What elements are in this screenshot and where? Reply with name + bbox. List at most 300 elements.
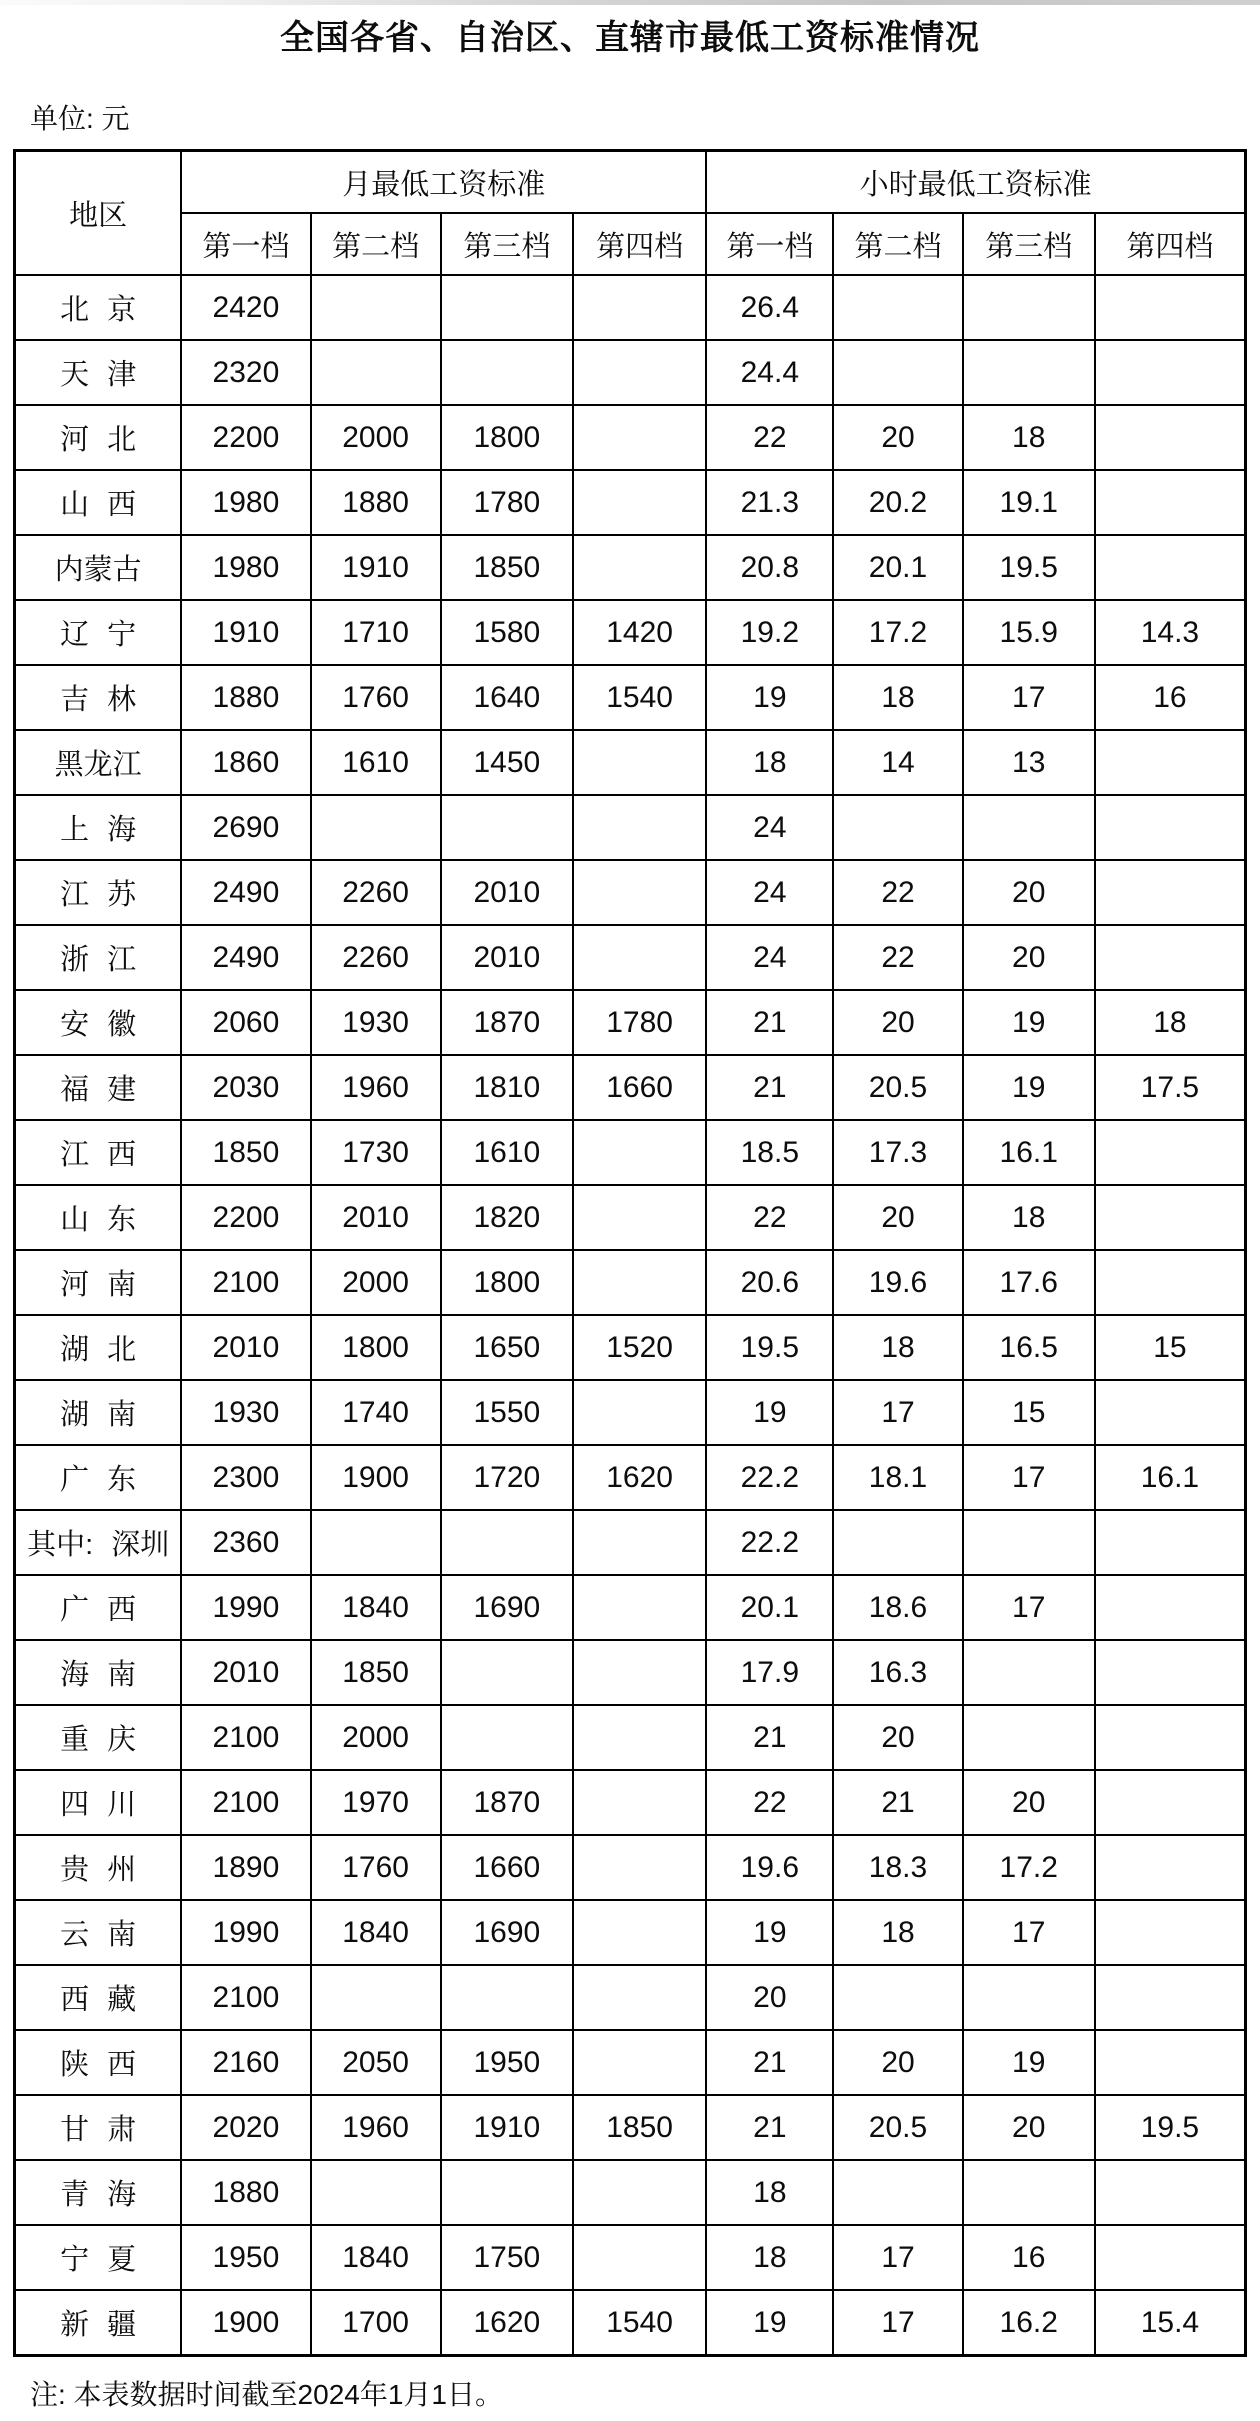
value-cell: 2420 — [181, 275, 310, 340]
value-cell — [1095, 535, 1246, 600]
value-cell: 1960 — [311, 2095, 441, 2160]
value-cell: 19 — [963, 1055, 1095, 1120]
table-row — [15, 2030, 1246, 2095]
value-cell: 19 — [706, 665, 833, 730]
value-cell: 2030 — [181, 1055, 310, 1120]
value-cell — [963, 1705, 1095, 1770]
region-cell: 湖 北 — [15, 1315, 182, 1380]
value-cell: 18.6 — [833, 1575, 962, 1640]
value-cell: 1420 — [573, 600, 706, 665]
table-row — [15, 1120, 1246, 1185]
value-cell — [441, 275, 573, 340]
value-cell — [573, 340, 706, 405]
value-cell: 16.5 — [963, 1315, 1095, 1380]
hourly-tier3-header: 第三档 — [963, 213, 1095, 275]
tier-header-row — [15, 213, 1246, 275]
value-cell — [1095, 470, 1246, 535]
value-cell: 1700 — [311, 2290, 441, 2356]
value-cell: 1540 — [573, 2290, 706, 2356]
value-cell — [441, 1510, 573, 1575]
table-row — [15, 1250, 1246, 1315]
table-row — [15, 275, 1246, 340]
value-cell: 18.3 — [833, 1835, 962, 1900]
value-cell — [573, 1250, 706, 1315]
value-cell: 19.5 — [963, 535, 1095, 600]
region-cell: 福 建 — [15, 1055, 182, 1120]
value-cell: 16.2 — [963, 2290, 1095, 2356]
value-cell: 14 — [833, 730, 962, 795]
region-cell: 上 海 — [15, 795, 182, 860]
value-cell — [573, 1120, 706, 1185]
value-cell: 20 — [833, 1185, 962, 1250]
table-row — [15, 340, 1246, 405]
value-cell — [963, 2160, 1095, 2225]
value-cell — [311, 275, 441, 340]
value-cell — [1095, 405, 1246, 470]
region-cell: 辽 宁 — [15, 600, 182, 665]
value-cell — [1095, 1640, 1246, 1705]
value-cell — [573, 2160, 706, 2225]
value-cell: 2100 — [181, 1770, 310, 1835]
value-cell: 1840 — [311, 2225, 441, 2290]
value-cell: 26.4 — [706, 275, 833, 340]
value-cell: 2010 — [181, 1315, 310, 1380]
value-cell: 14.3 — [1095, 600, 1246, 665]
value-cell — [311, 795, 441, 860]
value-cell: 17 — [833, 2290, 962, 2356]
value-cell: 19 — [963, 2030, 1095, 2095]
region-cell: 天 津 — [15, 340, 182, 405]
value-cell: 1880 — [181, 2160, 310, 2225]
table-row — [15, 730, 1246, 795]
value-cell: 24 — [706, 860, 833, 925]
value-cell: 1850 — [181, 1120, 310, 1185]
value-cell: 1660 — [441, 1835, 573, 1900]
region-cell: 湖 南 — [15, 1380, 182, 1445]
value-cell: 1900 — [311, 1445, 441, 1510]
value-cell: 16.1 — [963, 1120, 1095, 1185]
value-cell: 2010 — [181, 1640, 310, 1705]
value-cell: 2010 — [311, 1185, 441, 1250]
value-cell: 20 — [963, 925, 1095, 990]
region-cell: 内蒙古 — [15, 535, 182, 600]
table-row — [15, 925, 1246, 990]
region-cell: 其中: 深圳 — [15, 1510, 182, 1575]
value-cell — [573, 1575, 706, 1640]
footnote: 注: 本表数据时间截至2024年1月1日。 — [30, 2379, 503, 2410]
value-cell — [573, 795, 706, 860]
table-row — [15, 1510, 1246, 1575]
region-cell: 山 西 — [15, 470, 182, 535]
region-cell: 青 海 — [15, 2160, 182, 2225]
region-cell: 云 南 — [15, 1900, 182, 1965]
value-cell: 20 — [833, 990, 962, 1055]
value-cell: 1720 — [441, 1445, 573, 1510]
value-cell: 18 — [963, 1185, 1095, 1250]
value-cell: 20 — [833, 405, 962, 470]
region-cell: 广 西 — [15, 1575, 182, 1640]
value-cell: 17.2 — [833, 600, 962, 665]
value-cell: 16 — [1095, 665, 1246, 730]
monthly-tier1-header: 第一档 — [181, 213, 310, 275]
value-cell: 22 — [833, 925, 962, 990]
value-cell: 2200 — [181, 405, 310, 470]
value-cell — [311, 1965, 441, 2030]
value-cell: 1620 — [441, 2290, 573, 2356]
monthly-group-header: 月最低工资标准 — [181, 151, 706, 214]
value-cell — [963, 275, 1095, 340]
value-cell — [573, 2030, 706, 2095]
value-cell: 18 — [1095, 990, 1246, 1055]
value-cell: 1800 — [311, 1315, 441, 1380]
value-cell — [1095, 1965, 1246, 2030]
value-cell: 2100 — [181, 1705, 310, 1770]
value-cell: 16.3 — [833, 1640, 962, 1705]
value-cell — [963, 1965, 1095, 2030]
table-row — [15, 600, 1246, 665]
value-cell: 18 — [833, 665, 962, 730]
value-cell: 2100 — [181, 1965, 310, 2030]
value-cell: 1850 — [441, 535, 573, 600]
minimum-wage-table — [13, 149, 1247, 2357]
table-row — [15, 2095, 1246, 2160]
value-cell — [1095, 1380, 1246, 1445]
value-cell: 21 — [706, 2095, 833, 2160]
table-row — [15, 1705, 1246, 1770]
value-cell: 1910 — [311, 535, 441, 600]
table-row — [15, 1185, 1246, 1250]
value-cell: 22.2 — [706, 1445, 833, 1510]
value-cell: 24 — [706, 925, 833, 990]
value-cell: 1450 — [441, 730, 573, 795]
value-cell: 21.3 — [706, 470, 833, 535]
table-row — [15, 1315, 1246, 1380]
region-cell: 河 北 — [15, 405, 182, 470]
value-cell: 18 — [706, 2160, 833, 2225]
value-cell: 20 — [963, 1770, 1095, 1835]
region-cell: 陕 西 — [15, 2030, 182, 2095]
value-cell: 1840 — [311, 1575, 441, 1640]
table-row — [15, 1445, 1246, 1510]
value-cell: 1990 — [181, 1900, 310, 1965]
value-cell: 1760 — [311, 665, 441, 730]
value-cell: 15.4 — [1095, 2290, 1246, 2356]
value-cell: 1900 — [181, 2290, 310, 2356]
monthly-tier2-header: 第二档 — [311, 213, 441, 275]
table-row — [15, 990, 1246, 1055]
value-cell — [1095, 1770, 1246, 1835]
value-cell: 1980 — [181, 470, 310, 535]
value-cell — [441, 1965, 573, 2030]
value-cell: 1820 — [441, 1185, 573, 1250]
value-cell: 2320 — [181, 340, 310, 405]
value-cell — [1095, 2225, 1246, 2290]
value-cell — [573, 1770, 706, 1835]
value-cell — [311, 2160, 441, 2225]
value-cell: 20.5 — [833, 1055, 962, 1120]
value-cell: 18.5 — [706, 1120, 833, 1185]
table-row — [15, 535, 1246, 600]
value-cell — [573, 2225, 706, 2290]
value-cell: 1970 — [311, 1770, 441, 1835]
value-cell: 2020 — [181, 2095, 310, 2160]
value-cell: 1950 — [181, 2225, 310, 2290]
value-cell: 1870 — [441, 1770, 573, 1835]
value-cell — [963, 1510, 1095, 1575]
table-row — [15, 2160, 1246, 2225]
table-row — [15, 405, 1246, 470]
region-cell: 北 京 — [15, 275, 182, 340]
value-cell — [573, 405, 706, 470]
value-cell: 2160 — [181, 2030, 310, 2095]
value-cell — [441, 1705, 573, 1770]
value-cell: 1950 — [441, 2030, 573, 2095]
value-cell: 19.6 — [706, 1835, 833, 1900]
value-cell: 1960 — [311, 1055, 441, 1120]
value-cell: 13 — [963, 730, 1095, 795]
value-cell: 1870 — [441, 990, 573, 1055]
value-cell — [1095, 1705, 1246, 1770]
value-cell — [441, 795, 573, 860]
value-cell: 19 — [706, 1900, 833, 1965]
value-cell: 1750 — [441, 2225, 573, 2290]
value-cell — [573, 1510, 706, 1575]
value-cell: 17 — [963, 1445, 1095, 1510]
table-row — [15, 2225, 1246, 2290]
value-cell: 18 — [706, 730, 833, 795]
value-cell: 19 — [963, 990, 1095, 1055]
value-cell: 2200 — [181, 1185, 310, 1250]
value-cell: 20.6 — [706, 1250, 833, 1315]
value-cell: 1800 — [441, 405, 573, 470]
value-cell: 17 — [963, 1575, 1095, 1640]
value-cell: 2060 — [181, 990, 310, 1055]
value-cell: 1910 — [181, 600, 310, 665]
value-cell: 1780 — [441, 470, 573, 535]
value-cell: 17.3 — [833, 1120, 962, 1185]
table-row — [15, 1380, 1246, 1445]
value-cell — [833, 340, 962, 405]
value-cell — [573, 470, 706, 535]
value-cell: 2100 — [181, 1250, 310, 1315]
value-cell — [833, 1965, 962, 2030]
value-cell — [441, 2160, 573, 2225]
value-cell: 20 — [963, 2095, 1095, 2160]
value-cell: 17.2 — [963, 1835, 1095, 1900]
value-cell: 21 — [706, 2030, 833, 2095]
table-row — [15, 1965, 1246, 2030]
value-cell: 22 — [833, 860, 962, 925]
value-cell — [573, 1380, 706, 1445]
value-cell: 1890 — [181, 1835, 310, 1900]
group-header-row — [15, 151, 1246, 214]
value-cell: 22 — [706, 1185, 833, 1250]
value-cell — [1095, 275, 1246, 340]
value-cell — [573, 1835, 706, 1900]
value-cell — [311, 340, 441, 405]
value-cell — [1095, 2160, 1246, 2225]
value-cell: 17.6 — [963, 1250, 1095, 1315]
table-row — [15, 1770, 1246, 1835]
hourly-tier1-header: 第一档 — [706, 213, 833, 275]
region-cell: 西 藏 — [15, 1965, 182, 2030]
value-cell: 17 — [963, 665, 1095, 730]
value-cell: 1640 — [441, 665, 573, 730]
value-cell: 17 — [833, 1380, 962, 1445]
value-cell: 20 — [706, 1965, 833, 2030]
value-cell: 2260 — [311, 925, 441, 990]
value-cell — [1095, 1185, 1246, 1250]
value-cell: 2490 — [181, 925, 310, 990]
value-cell: 2360 — [181, 1510, 310, 1575]
hourly-group-header: 小时最低工资标准 — [706, 151, 1245, 214]
value-cell — [573, 925, 706, 990]
value-cell: 1690 — [441, 1575, 573, 1640]
value-cell: 1610 — [311, 730, 441, 795]
value-cell: 16.1 — [1095, 1445, 1246, 1510]
value-cell: 1730 — [311, 1120, 441, 1185]
value-cell: 2690 — [181, 795, 310, 860]
value-cell: 19.6 — [833, 1250, 962, 1315]
value-cell: 1860 — [181, 730, 310, 795]
value-cell: 2000 — [311, 405, 441, 470]
value-cell — [1095, 1900, 1246, 1965]
value-cell — [1095, 925, 1246, 990]
value-cell — [573, 1640, 706, 1705]
value-cell: 19.1 — [963, 470, 1095, 535]
hourly-tier4-header: 第四档 — [1095, 213, 1246, 275]
value-cell: 21 — [833, 1770, 962, 1835]
value-cell: 1760 — [311, 1835, 441, 1900]
monthly-tier3-header: 第三档 — [441, 213, 573, 275]
value-cell: 1880 — [181, 665, 310, 730]
value-cell — [573, 1705, 706, 1770]
value-cell: 21 — [706, 990, 833, 1055]
value-cell: 17.9 — [706, 1640, 833, 1705]
value-cell — [573, 860, 706, 925]
region-cell: 江 苏 — [15, 860, 182, 925]
value-cell: 20.8 — [706, 535, 833, 600]
value-cell — [1095, 730, 1246, 795]
value-cell: 20 — [833, 2030, 962, 2095]
value-cell — [573, 275, 706, 340]
value-cell: 19.5 — [706, 1315, 833, 1380]
value-cell: 18 — [833, 1900, 962, 1965]
value-cell — [963, 795, 1095, 860]
value-cell — [1095, 340, 1246, 405]
region-cell: 吉 林 — [15, 665, 182, 730]
region-cell: 黑龙江 — [15, 730, 182, 795]
region-cell: 广 东 — [15, 1445, 182, 1510]
value-cell: 1930 — [311, 990, 441, 1055]
region-cell: 新 疆 — [15, 2290, 182, 2356]
value-cell: 1550 — [441, 1380, 573, 1445]
value-cell: 20.2 — [833, 470, 962, 535]
value-cell — [573, 730, 706, 795]
value-cell: 1800 — [441, 1250, 573, 1315]
value-cell: 19 — [706, 1380, 833, 1445]
value-cell: 2000 — [311, 1705, 441, 1770]
value-cell: 1540 — [573, 665, 706, 730]
value-cell: 22.2 — [706, 1510, 833, 1575]
value-cell: 15 — [963, 1380, 1095, 1445]
value-cell — [573, 1900, 706, 1965]
unit-label: 单位: 元 — [30, 103, 130, 134]
value-cell — [573, 1185, 706, 1250]
monthly-tier4-header: 第四档 — [573, 213, 706, 275]
value-cell: 17 — [963, 1900, 1095, 1965]
table-row — [15, 2290, 1246, 2356]
table-header — [15, 151, 1246, 276]
value-cell — [1095, 1510, 1246, 1575]
value-cell: 24 — [706, 795, 833, 860]
value-cell: 2010 — [441, 925, 573, 990]
value-cell: 20 — [833, 1705, 962, 1770]
value-cell: 18 — [706, 2225, 833, 2290]
value-cell: 2010 — [441, 860, 573, 925]
value-cell: 1780 — [573, 990, 706, 1055]
value-cell: 21 — [706, 1055, 833, 1120]
value-cell: 1610 — [441, 1120, 573, 1185]
value-cell: 20.1 — [833, 535, 962, 600]
value-cell: 1850 — [311, 1640, 441, 1705]
table-body — [15, 275, 1246, 2356]
value-cell — [833, 2160, 962, 2225]
value-cell — [311, 1510, 441, 1575]
value-cell: 2260 — [311, 860, 441, 925]
value-cell: 19 — [706, 2290, 833, 2356]
table-row — [15, 795, 1246, 860]
value-cell: 1580 — [441, 600, 573, 665]
value-cell: 22 — [706, 405, 833, 470]
value-cell — [833, 795, 962, 860]
region-column-header: 地区 — [15, 151, 182, 276]
value-cell: 17 — [833, 2225, 962, 2290]
value-cell: 1690 — [441, 1900, 573, 1965]
region-cell: 海 南 — [15, 1640, 182, 1705]
table-row — [15, 665, 1246, 730]
value-cell — [1095, 2030, 1246, 2095]
value-cell: 1990 — [181, 1575, 310, 1640]
value-cell: 18 — [833, 1315, 962, 1380]
value-cell: 20 — [963, 860, 1095, 925]
value-cell: 1710 — [311, 600, 441, 665]
region-cell: 山 东 — [15, 1185, 182, 1250]
region-cell: 安 徽 — [15, 990, 182, 1055]
value-cell: 20.1 — [706, 1575, 833, 1640]
value-cell — [833, 1510, 962, 1575]
value-cell — [833, 275, 962, 340]
value-cell: 18.1 — [833, 1445, 962, 1510]
value-cell: 1660 — [573, 1055, 706, 1120]
value-cell: 15.9 — [963, 600, 1095, 665]
value-cell: 1880 — [311, 470, 441, 535]
value-cell: 1620 — [573, 1445, 706, 1510]
value-cell: 1930 — [181, 1380, 310, 1445]
value-cell — [441, 340, 573, 405]
value-cell — [1095, 1575, 1246, 1640]
value-cell: 1850 — [573, 2095, 706, 2160]
region-cell: 甘 肃 — [15, 2095, 182, 2160]
region-cell: 重 庆 — [15, 1705, 182, 1770]
value-cell: 19.2 — [706, 600, 833, 665]
value-cell — [441, 1640, 573, 1705]
value-cell: 1520 — [573, 1315, 706, 1380]
value-cell: 2300 — [181, 1445, 310, 1510]
value-cell — [1095, 1250, 1246, 1315]
value-cell: 22 — [706, 1770, 833, 1835]
region-cell: 贵 州 — [15, 1835, 182, 1900]
